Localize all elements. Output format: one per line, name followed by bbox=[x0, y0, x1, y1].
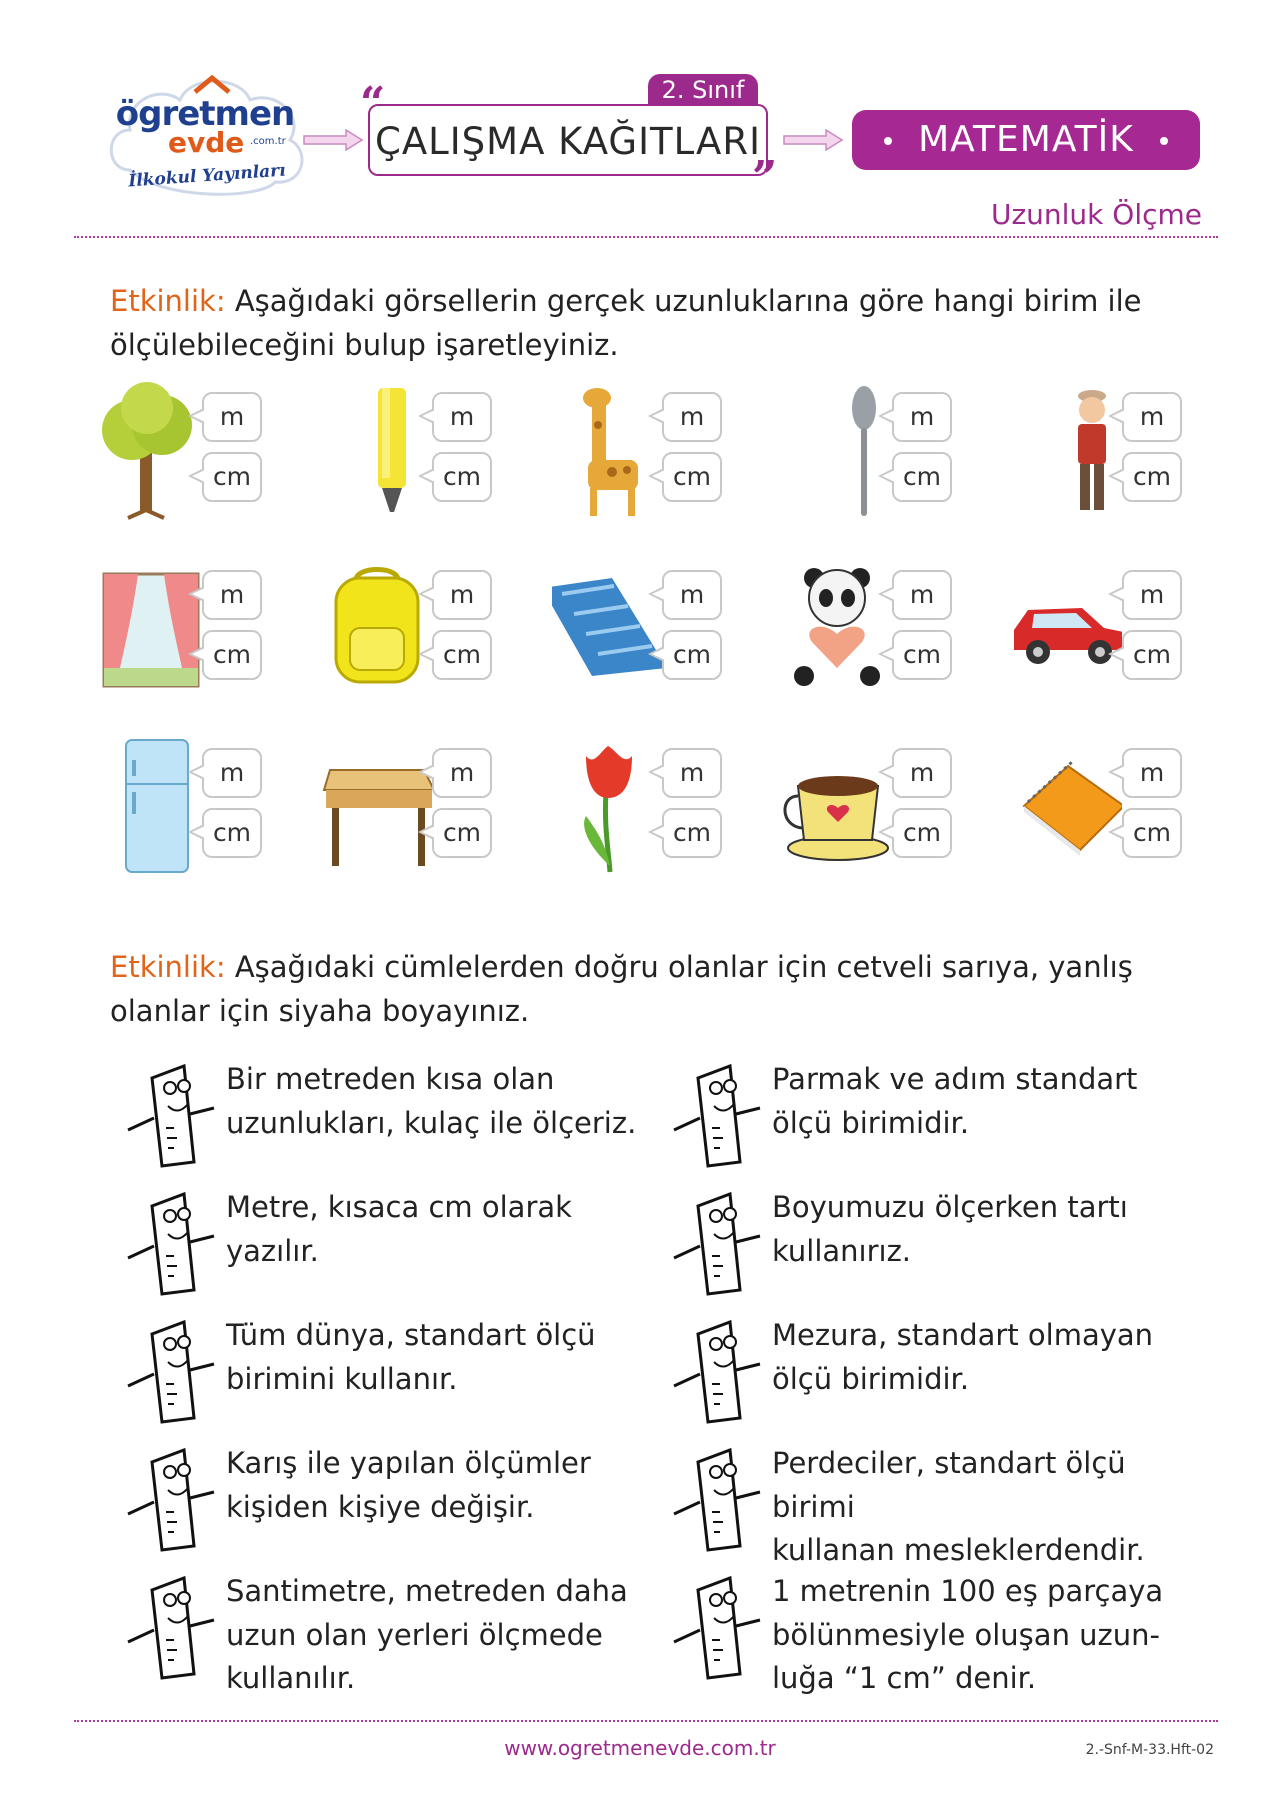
logo bbox=[100, 60, 310, 210]
unit-option-m[interactable]: m bbox=[202, 570, 262, 620]
item-backpack bbox=[322, 558, 512, 708]
grade-badge: 2. Sınıf bbox=[648, 74, 758, 106]
statement-item bbox=[122, 1186, 662, 1316]
unit-option-cm[interactable]: cm bbox=[1122, 452, 1182, 502]
logo-name: ögretmen bbox=[115, 94, 295, 134]
unit-option-m[interactable]: m bbox=[662, 748, 722, 798]
unit-option-cm[interactable]: cm bbox=[662, 808, 722, 858]
activity-text: Aşağıdaki cümlelerden doğru olanlar için cetveli sarıya, yanlış olanlar için siyaha boyayınız. bbox=[110, 950, 1133, 1028]
statement-text: Boyumuzu ölçerken tartı kullanırız. bbox=[772, 1190, 1128, 1268]
statement-text: Parmak ve adım standart ölçü birimidir. bbox=[772, 1062, 1138, 1140]
statement-text: Karış ile yapılan ölçümler kişiden kişiye değişir. bbox=[226, 1446, 591, 1524]
unit-option-cm[interactable]: cm bbox=[202, 630, 262, 680]
unit-option-cm[interactable]: cm bbox=[432, 808, 492, 858]
activity-2-instructions bbox=[110, 946, 1190, 1033]
unit-option-m[interactable]: m bbox=[1122, 748, 1182, 798]
dot-icon bbox=[1160, 137, 1168, 145]
activity-text: Aşağıdaki görsellerin gerçek uzunluklarına göre hangi birim ile ölçülebileceğini bulup işaretleyiniz. bbox=[110, 284, 1142, 362]
car-icon bbox=[1012, 558, 1122, 698]
statement-text: 1 metrenin 100 eş parçaya bölünmesiyle oluşan uzun- luğa “1 cm” denir. bbox=[772, 1574, 1164, 1695]
ruler-mascot-icon[interactable] bbox=[668, 1314, 768, 1424]
footer-code: 2.-Snf-M-33.Hft-02 bbox=[1085, 1742, 1214, 1758]
unit-option-cm[interactable]: cm bbox=[432, 630, 492, 680]
item-rug bbox=[552, 558, 742, 708]
statement-text: Tüm dünya, standart ölçü birimini kullanır. bbox=[226, 1318, 596, 1396]
unit-option-m[interactable]: m bbox=[1122, 570, 1182, 620]
ruler-mascot-icon[interactable] bbox=[668, 1442, 768, 1552]
unit-option-cm[interactable]: cm bbox=[1122, 808, 1182, 858]
refrigerator-icon bbox=[92, 736, 202, 876]
statement-item bbox=[668, 1442, 1208, 1572]
unit-option-m[interactable]: m bbox=[892, 570, 952, 620]
panda-icon bbox=[782, 558, 892, 698]
unit-option-cm[interactable]: cm bbox=[892, 630, 952, 680]
logo-sub: evde bbox=[168, 126, 245, 159]
unit-option-m[interactable]: m bbox=[892, 392, 952, 442]
statement-item bbox=[122, 1570, 662, 1700]
ruler-mascot-icon[interactable] bbox=[122, 1058, 222, 1168]
item-old-man bbox=[1012, 380, 1202, 530]
item-cup bbox=[782, 736, 972, 886]
unit-option-cm[interactable]: cm bbox=[202, 808, 262, 858]
tree-icon bbox=[92, 380, 202, 520]
spoon-icon bbox=[782, 380, 892, 520]
quote-open-icon: “ bbox=[360, 78, 386, 129]
unit-option-m[interactable]: m bbox=[432, 748, 492, 798]
item-notebook bbox=[1012, 736, 1202, 886]
ruler-mascot-icon[interactable] bbox=[668, 1570, 768, 1680]
arrow-right-icon bbox=[302, 128, 364, 152]
rug-icon bbox=[552, 558, 662, 698]
item-giraffe bbox=[552, 380, 742, 530]
ruler-mascot-icon[interactable] bbox=[668, 1186, 768, 1296]
unit-option-m[interactable]: m bbox=[202, 748, 262, 798]
logo-tagline: İlkokul Yayınları bbox=[127, 160, 287, 192]
arrow-right-icon bbox=[782, 128, 844, 152]
statement-item bbox=[668, 1570, 1208, 1700]
statement-item bbox=[668, 1314, 1208, 1444]
footer-url[interactable]: www.ogretmenevde.com.tr bbox=[504, 1736, 776, 1760]
item-table bbox=[322, 736, 512, 886]
statement-text: Santimetre, metreden daha uzun olan yerleri ölçmede kullanılır. bbox=[226, 1574, 628, 1695]
unit-option-cm[interactable]: cm bbox=[892, 808, 952, 858]
page-title: ÇALIŞMA KAĞITLARI bbox=[374, 120, 761, 163]
old-man-icon bbox=[1012, 380, 1122, 520]
activity-1-instructions bbox=[110, 280, 1190, 367]
unit-option-m[interactable]: m bbox=[432, 570, 492, 620]
ruler-mascot-icon[interactable] bbox=[122, 1186, 222, 1296]
unit-option-cm[interactable]: cm bbox=[432, 452, 492, 502]
unit-option-m[interactable]: m bbox=[432, 392, 492, 442]
item-panda bbox=[782, 558, 972, 708]
statement-text: Mezura, standart olmayan ölçü birimidir. bbox=[772, 1318, 1154, 1396]
item-tree bbox=[92, 380, 282, 530]
ruler-mascot-icon[interactable] bbox=[668, 1058, 768, 1168]
activity-label: Etkinlik: bbox=[110, 284, 226, 318]
statement-text: Perdeciler, standart ölçü birimi kullanan mesleklerdendir. bbox=[772, 1446, 1145, 1567]
ruler-mascot-icon[interactable] bbox=[122, 1314, 222, 1424]
subject-label: MATEMATİK bbox=[918, 119, 1134, 160]
unit-option-cm[interactable]: cm bbox=[892, 452, 952, 502]
subject-pill bbox=[852, 110, 1200, 170]
unit-option-cm[interactable]: cm bbox=[1122, 630, 1182, 680]
statement-item bbox=[122, 1442, 662, 1572]
unit-option-m[interactable]: m bbox=[202, 392, 262, 442]
giraffe-icon bbox=[552, 380, 662, 520]
item-window bbox=[92, 558, 282, 708]
statement-item bbox=[122, 1314, 662, 1444]
unit-option-m[interactable]: m bbox=[892, 748, 952, 798]
quote-close-icon: ” bbox=[752, 152, 778, 203]
backpack-icon bbox=[322, 558, 432, 698]
unit-option-cm[interactable]: cm bbox=[202, 452, 262, 502]
cup-icon bbox=[782, 736, 892, 876]
divider bbox=[74, 236, 1218, 238]
statement-item bbox=[122, 1058, 662, 1188]
statement-item bbox=[668, 1186, 1208, 1316]
statement-text: Metre, kısaca cm olarak yazılır. bbox=[226, 1190, 572, 1268]
statement-item bbox=[668, 1058, 1208, 1188]
dot-icon bbox=[884, 137, 892, 145]
window-curtain-icon bbox=[92, 558, 202, 698]
activity-label: Etkinlik: bbox=[110, 950, 226, 984]
item-car bbox=[1012, 558, 1202, 708]
item-marker bbox=[322, 380, 512, 530]
divider bbox=[74, 1720, 1218, 1722]
table-icon bbox=[322, 736, 432, 876]
tulip-icon bbox=[552, 736, 662, 876]
item-spoon bbox=[782, 380, 972, 530]
marker-icon bbox=[322, 380, 432, 520]
notebook-icon bbox=[1012, 736, 1122, 876]
title-box bbox=[368, 104, 768, 176]
logo-domain: .com.tr bbox=[250, 136, 286, 147]
item-refrigerator bbox=[92, 736, 282, 886]
ruler-mascot-icon[interactable] bbox=[122, 1570, 222, 1680]
topic-label: Uzunluk Ölçme bbox=[990, 198, 1202, 231]
unit-option-m[interactable]: m bbox=[662, 392, 722, 442]
unit-option-m[interactable]: m bbox=[1122, 392, 1182, 442]
unit-option-cm[interactable]: cm bbox=[662, 452, 722, 502]
ruler-mascot-icon[interactable] bbox=[122, 1442, 222, 1552]
unit-option-cm[interactable]: cm bbox=[662, 630, 722, 680]
statement-text: Bir metreden kısa olan uzunlukları, kulaç ile ölçeriz. bbox=[226, 1062, 637, 1140]
item-tulip bbox=[552, 736, 742, 886]
unit-option-m[interactable]: m bbox=[662, 570, 722, 620]
